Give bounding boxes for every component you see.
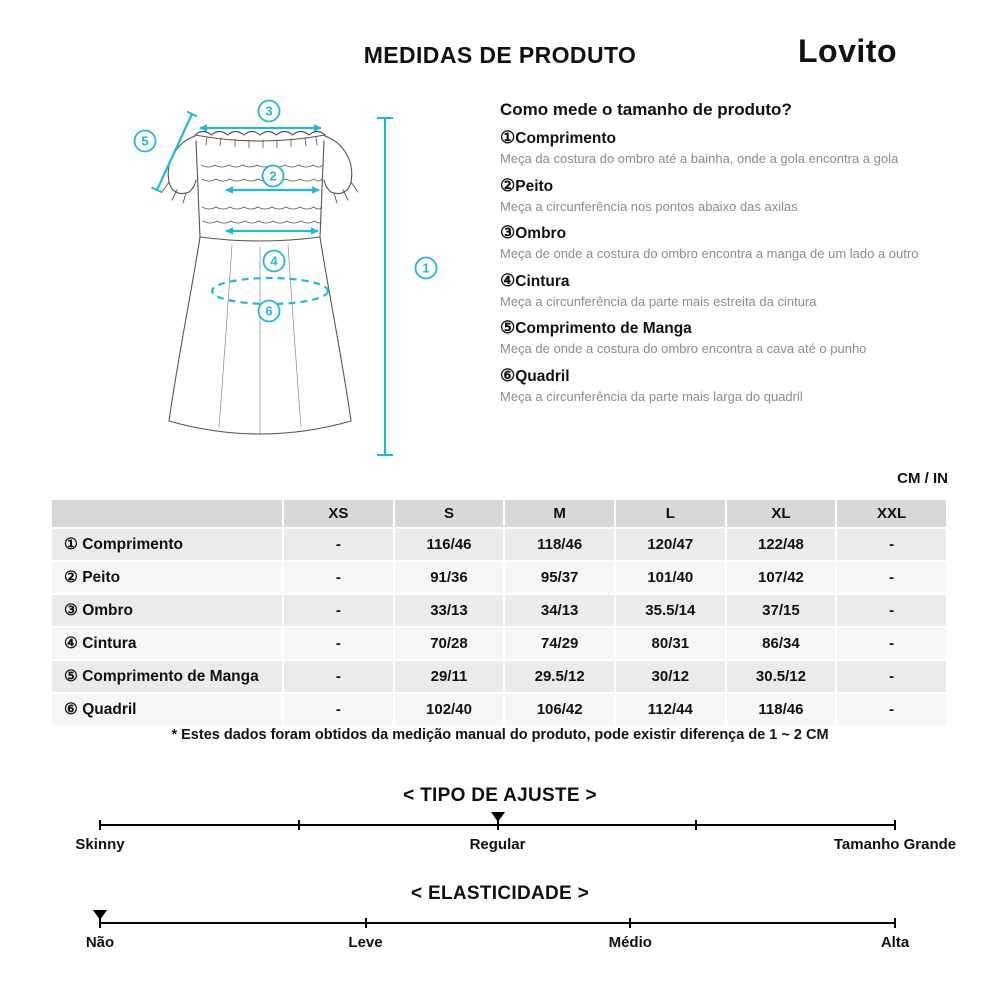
size-value-cell: - bbox=[836, 660, 947, 693]
dress-outline bbox=[162, 132, 358, 436]
circled-number: ③ bbox=[500, 223, 516, 242]
circled-number: ① bbox=[500, 128, 516, 147]
size-col-xxl: XXL bbox=[836, 499, 947, 528]
dress-measurement-diagram bbox=[95, 95, 460, 475]
guide-item-quadril bbox=[500, 366, 924, 407]
table-row-cintura bbox=[51, 627, 947, 660]
row-label: ⑤ Comprimento de Manga bbox=[51, 660, 283, 693]
tick-mark bbox=[365, 918, 367, 928]
guide-item-label bbox=[500, 271, 924, 291]
stretch-scale bbox=[85, 922, 910, 951]
badge-comprimento-number: 1 bbox=[422, 260, 430, 276]
size-value-cell: 91/36 bbox=[394, 561, 505, 594]
circled-number: ⑥ bbox=[500, 365, 516, 385]
stretch-scale-title: < ELASTICIDADE > bbox=[411, 883, 589, 904]
measurement-lines bbox=[152, 112, 394, 456]
badge-peito-number: 2 bbox=[269, 168, 277, 184]
fit-scale-marker-icon bbox=[491, 812, 505, 822]
badge-quadril-number: 6 bbox=[265, 303, 273, 319]
size-value-cell: - bbox=[283, 528, 394, 561]
guide-item-label bbox=[500, 223, 924, 243]
size-value-cell: 34/13 bbox=[504, 594, 615, 627]
row-label: ④ Cintura bbox=[51, 627, 283, 660]
guide-item-desc: Meça a circunferência da parte mais estreita da cintura bbox=[500, 293, 817, 309]
page-title: MEDIDAS DE PRODUTO bbox=[363, 42, 637, 68]
row-label: ③ Ombro bbox=[51, 594, 283, 627]
size-col-m: M bbox=[504, 499, 615, 528]
guide-title: Como mede o tamanho de produto? bbox=[500, 100, 792, 119]
measurement-badges bbox=[135, 101, 437, 322]
size-value-cell: 80/31 bbox=[615, 627, 726, 660]
table-row-quadril bbox=[51, 693, 947, 726]
size-value-cell: 30/12 bbox=[615, 660, 726, 693]
size-value-cell: 37/15 bbox=[726, 594, 837, 627]
size-value-cell: - bbox=[283, 693, 394, 726]
fit-label-regular: Regular bbox=[469, 836, 526, 853]
stretch-label-leve: Leve bbox=[348, 934, 383, 951]
row-label: ② Peito bbox=[51, 561, 283, 594]
size-col-xl: XL bbox=[726, 499, 837, 528]
table-row-comprimento bbox=[51, 528, 947, 561]
table-row-manga bbox=[51, 660, 947, 693]
size-value-cell: - bbox=[283, 594, 394, 627]
size-value-cell: 101/40 bbox=[615, 561, 726, 594]
size-value-cell: 122/48 bbox=[726, 528, 837, 561]
size-value-cell: - bbox=[836, 561, 947, 594]
size-value-cell: 118/46 bbox=[726, 693, 837, 726]
badge-ombro-number: 3 bbox=[265, 103, 273, 119]
size-table bbox=[50, 498, 948, 727]
size-value-cell: - bbox=[283, 627, 394, 660]
guide-item-name: Comprimento de Manga bbox=[515, 320, 692, 337]
size-col-xs: XS bbox=[283, 499, 394, 528]
guide-item-name: Peito bbox=[515, 177, 554, 195]
fit-scale bbox=[75, 824, 957, 853]
size-value-cell: 30.5/12 bbox=[726, 660, 837, 693]
guide-item-name: Ombro bbox=[515, 225, 567, 242]
table-row-peito bbox=[51, 561, 947, 594]
size-value-cell: - bbox=[836, 528, 947, 561]
fit-label-tamanho-grande: Tamanho Grande bbox=[833, 836, 957, 853]
size-value-cell: 116/46 bbox=[394, 528, 505, 561]
size-value-cell: - bbox=[836, 627, 947, 660]
size-value-cell: 86/34 bbox=[726, 627, 837, 660]
guide-item-cintura bbox=[500, 271, 924, 312]
row-label: ① Comprimento bbox=[51, 528, 283, 561]
size-value-cell: 74/29 bbox=[504, 627, 615, 660]
size-table-header-row bbox=[51, 499, 947, 528]
fit-scale-title: < TIPO DE AJUSTE > bbox=[403, 785, 597, 806]
circled-number: ④ bbox=[500, 270, 516, 290]
size-value-cell: - bbox=[836, 594, 947, 627]
stretch-label-alta: Alta bbox=[880, 934, 910, 951]
size-value-cell: 29.5/12 bbox=[504, 660, 615, 693]
badge-peito-icon bbox=[263, 166, 284, 187]
circled-number: ② bbox=[500, 175, 516, 195]
guide-item-label bbox=[500, 128, 924, 148]
badge-quadril-icon bbox=[259, 301, 280, 322]
measurement-disclaimer: * Estes dados foram obtidos da medição manual do produto, pode existir diferença de 1 ~ 2 CM bbox=[171, 727, 829, 743]
size-value-cell: - bbox=[836, 693, 947, 726]
guide-item-name: Comprimento bbox=[515, 130, 616, 147]
badge-manga-icon bbox=[135, 131, 156, 152]
size-col-l: L bbox=[615, 499, 726, 528]
guide-item-comprimento bbox=[500, 128, 924, 169]
brand-logo: Lovito bbox=[798, 33, 897, 69]
stretch-label-nao: Não bbox=[85, 934, 115, 951]
tick-mark bbox=[298, 820, 300, 830]
unit-label: CM / IN bbox=[897, 470, 948, 487]
size-value-cell: 118/46 bbox=[504, 528, 615, 561]
size-value-cell: 120/47 bbox=[615, 528, 726, 561]
guide-item-name: Quadril bbox=[515, 367, 570, 385]
guide-item-desc: Meça da costura do ombro até a bainha, onde a gola encontra a gola bbox=[500, 151, 899, 166]
guide-item-label bbox=[500, 366, 924, 386]
stretch-label-medio: Médio bbox=[608, 934, 652, 951]
size-col-s: S bbox=[394, 499, 505, 528]
size-value-cell: 33/13 bbox=[394, 594, 505, 627]
badge-cintura-icon bbox=[264, 251, 285, 272]
guide-item-label bbox=[500, 176, 924, 196]
fit-label-skinny: Skinny bbox=[75, 836, 125, 853]
guide-item-manga bbox=[500, 318, 924, 359]
guide-item-desc: Meça a circunferência da parte mais larga do quadril bbox=[500, 388, 803, 404]
tick-mark bbox=[629, 918, 631, 928]
guide-item-desc: Meça a circunferência nos pontos abaixo das axilas bbox=[500, 198, 798, 214]
size-value-cell: 106/42 bbox=[504, 693, 615, 726]
size-value-cell: 95/37 bbox=[504, 561, 615, 594]
badge-manga-number: 5 bbox=[141, 133, 149, 149]
badge-cintura-number: 4 bbox=[270, 253, 278, 269]
size-value-cell: 102/40 bbox=[394, 693, 505, 726]
guide-item-desc: Meça de onde a costura do ombro encontra a cava até o punho bbox=[500, 341, 867, 356]
size-value-cell: 35.5/14 bbox=[615, 594, 726, 627]
circled-number: ⑤ bbox=[500, 318, 516, 337]
guide-item-peito bbox=[500, 176, 924, 217]
tick-mark bbox=[894, 918, 896, 928]
table-row-ombro bbox=[51, 594, 947, 627]
sleeve-measure-line bbox=[157, 114, 192, 190]
guide-item-ombro bbox=[500, 223, 924, 264]
guide-item-desc: Meça de onde a costura do ombro encontra a manga de um lado a outro bbox=[500, 246, 919, 261]
tick-mark bbox=[695, 820, 697, 830]
tick-mark bbox=[99, 820, 101, 830]
size-value-cell: 112/44 bbox=[615, 693, 726, 726]
size-value-cell: 29/11 bbox=[394, 660, 505, 693]
stretch-scale-marker-icon bbox=[93, 910, 107, 920]
measurement-guide bbox=[500, 100, 924, 406]
size-value-cell: - bbox=[283, 561, 394, 594]
guide-item-name: Cintura bbox=[515, 272, 570, 290]
size-value-cell: 70/28 bbox=[394, 627, 505, 660]
size-value-cell: 107/42 bbox=[726, 561, 837, 594]
tick-mark bbox=[894, 820, 896, 830]
guide-item-label bbox=[500, 318, 924, 338]
badge-comprimento-icon bbox=[416, 258, 437, 279]
badge-ombro-icon bbox=[259, 101, 280, 122]
corner-cell bbox=[51, 499, 283, 528]
size-value-cell: - bbox=[283, 660, 394, 693]
row-label: ⑥ Quadril bbox=[51, 693, 283, 726]
